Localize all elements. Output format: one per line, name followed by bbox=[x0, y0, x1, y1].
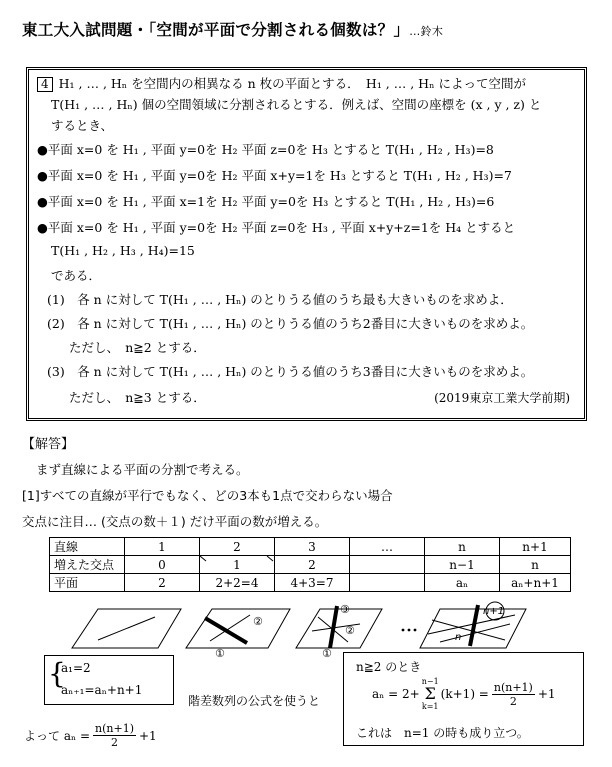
region-label: ① bbox=[215, 647, 225, 660]
table-row: 平面 2 2+2=4 4+3=7 aₙ aₙ+n+1 bbox=[50, 574, 571, 592]
line-mark bbox=[330, 606, 337, 648]
example-4: ●平面 x=0 を H₁ , 平面 y=0を H₂ 平面 z=0を H₃ , 平面 x+y+z=1を H₄ とすると bbox=[37, 220, 516, 235]
table-row: 増えた交点 0 1 2 n−1 n bbox=[50, 556, 571, 574]
fraction: $\frac{n(n+1)}{2}$ bbox=[493, 680, 533, 708]
question-3-condition: ただし、 n≧3 とする． bbox=[69, 390, 206, 405]
conclusion bbox=[24, 722, 157, 749]
problem-line-1: 4 H₁ , … , Hₙ を空間内の相異なる n 枚の平面とする． H₁ , … , Hₙ によって空間が bbox=[37, 74, 526, 92]
line-mark bbox=[432, 620, 505, 640]
check-note: これは n=1 の時も成り立つ。 bbox=[356, 726, 529, 740]
case-1-note: 交点に注目… (交点の数＋１) だけ平面の数が増える。 bbox=[22, 514, 328, 529]
title-text: 東工大入試問題・「空間が平面で分割される個数は？」 bbox=[22, 21, 410, 39]
question-1: (1) 各 n に対して T(H₁ , … , Hₙ) のとりうる値のうち最も大きいものを求めよ． bbox=[47, 292, 513, 307]
general-term-formula bbox=[372, 677, 556, 711]
ellipsis-dot bbox=[402, 629, 405, 632]
sigma-block: n−1 Σ k=1 bbox=[421, 677, 439, 711]
conclusion-left: よって aₙ = bbox=[24, 729, 91, 743]
table-row: 直線 1 2 3 … n n+1 bbox=[50, 538, 571, 556]
general-term-box bbox=[343, 652, 584, 746]
region-label: ③ bbox=[340, 603, 350, 616]
region-label: n bbox=[455, 632, 462, 643]
region-label: ② bbox=[345, 624, 355, 637]
recurrence-a1: a₁=2 bbox=[61, 661, 91, 675]
formula-term: (k+1) = bbox=[440, 687, 489, 701]
problem-line-9: である． bbox=[51, 268, 102, 283]
question-2-condition: ただし、 n≧2 とする． bbox=[69, 340, 206, 355]
method-note: 階差数列の公式を使うと bbox=[188, 694, 321, 708]
region-label: ② bbox=[253, 615, 263, 628]
answer-heading: 【解答】 bbox=[22, 437, 75, 452]
formula-plus-one: +1 bbox=[537, 687, 556, 701]
recurrence-an: aₙ₊₁=aₙ+n+1 bbox=[61, 683, 143, 697]
example-2: ●平面 x=0 を H₁ , 平面 y=0を H₂ 平面 x+y=1を H₃ とすると T(H₁ , H₂ , H₃)=7 bbox=[37, 168, 512, 183]
problem-number: 4 bbox=[37, 77, 53, 92]
question-3: (3) 各 n に対して T(H₁ , … , Hₙ) のとりうる値のうち3番目に大きいものを求めよ。 bbox=[47, 364, 534, 379]
plane-parallelogram-2 bbox=[186, 609, 290, 648]
region-label: ① bbox=[322, 647, 332, 660]
line-mark bbox=[210, 615, 250, 641]
plane-parallelogram-3 bbox=[296, 609, 382, 648]
source-citation: (2019東京工業大学前期) bbox=[434, 391, 570, 405]
answer-intro: まず直線による平面の分割で考える。 bbox=[36, 462, 249, 477]
brace-mark: { bbox=[48, 657, 66, 690]
example-3: ●平面 x=0 を H₁ , 平面 x=1を H₂ 平面 y=0を H₃ とすると T(H₁ , H₂ , H₃)=6 bbox=[37, 194, 495, 209]
condition-text: n≧2 のとき bbox=[356, 660, 422, 674]
question-2: (2) 各 n に対して T(H₁ , … , Hₙ) のとりうる値のうち2番目に大きいものを求めよ。 bbox=[47, 316, 534, 331]
ellipsis-dot bbox=[414, 629, 417, 632]
ellipsis-dot bbox=[408, 629, 411, 632]
author-name: …鈴木 bbox=[409, 25, 444, 38]
example-1: ●平面 x=0 を H₁ , 平面 y=0を H₂ 平面 z=0を H₃ とすると T(H₁ , H₂ , H₃)=8 bbox=[37, 142, 494, 157]
conclusion-plus: +1 bbox=[139, 728, 157, 743]
problem-line-3: するとき、 bbox=[51, 118, 114, 133]
fraction: $\frac{n(n+1)}{2}$ bbox=[95, 722, 134, 749]
line-mark bbox=[98, 617, 155, 640]
formula-left: aₙ = 2+ bbox=[372, 687, 420, 701]
problem-line-2: T(H₁ , … , Hₙ) 個の空間領域に分割されるとする．例えば、空間の座標を (x , y , z) と bbox=[51, 97, 542, 112]
example-4-value: T(H₁ , H₂ , H₃ , H₄)=15 bbox=[51, 243, 195, 258]
line-mark bbox=[470, 605, 478, 646]
recurrence-box bbox=[44, 655, 174, 705]
case-1-heading: [1]すべての直線が平行でもなく、どの3本も1点で交わらない場合 bbox=[22, 488, 393, 503]
region-label: n+1 bbox=[483, 606, 505, 617]
